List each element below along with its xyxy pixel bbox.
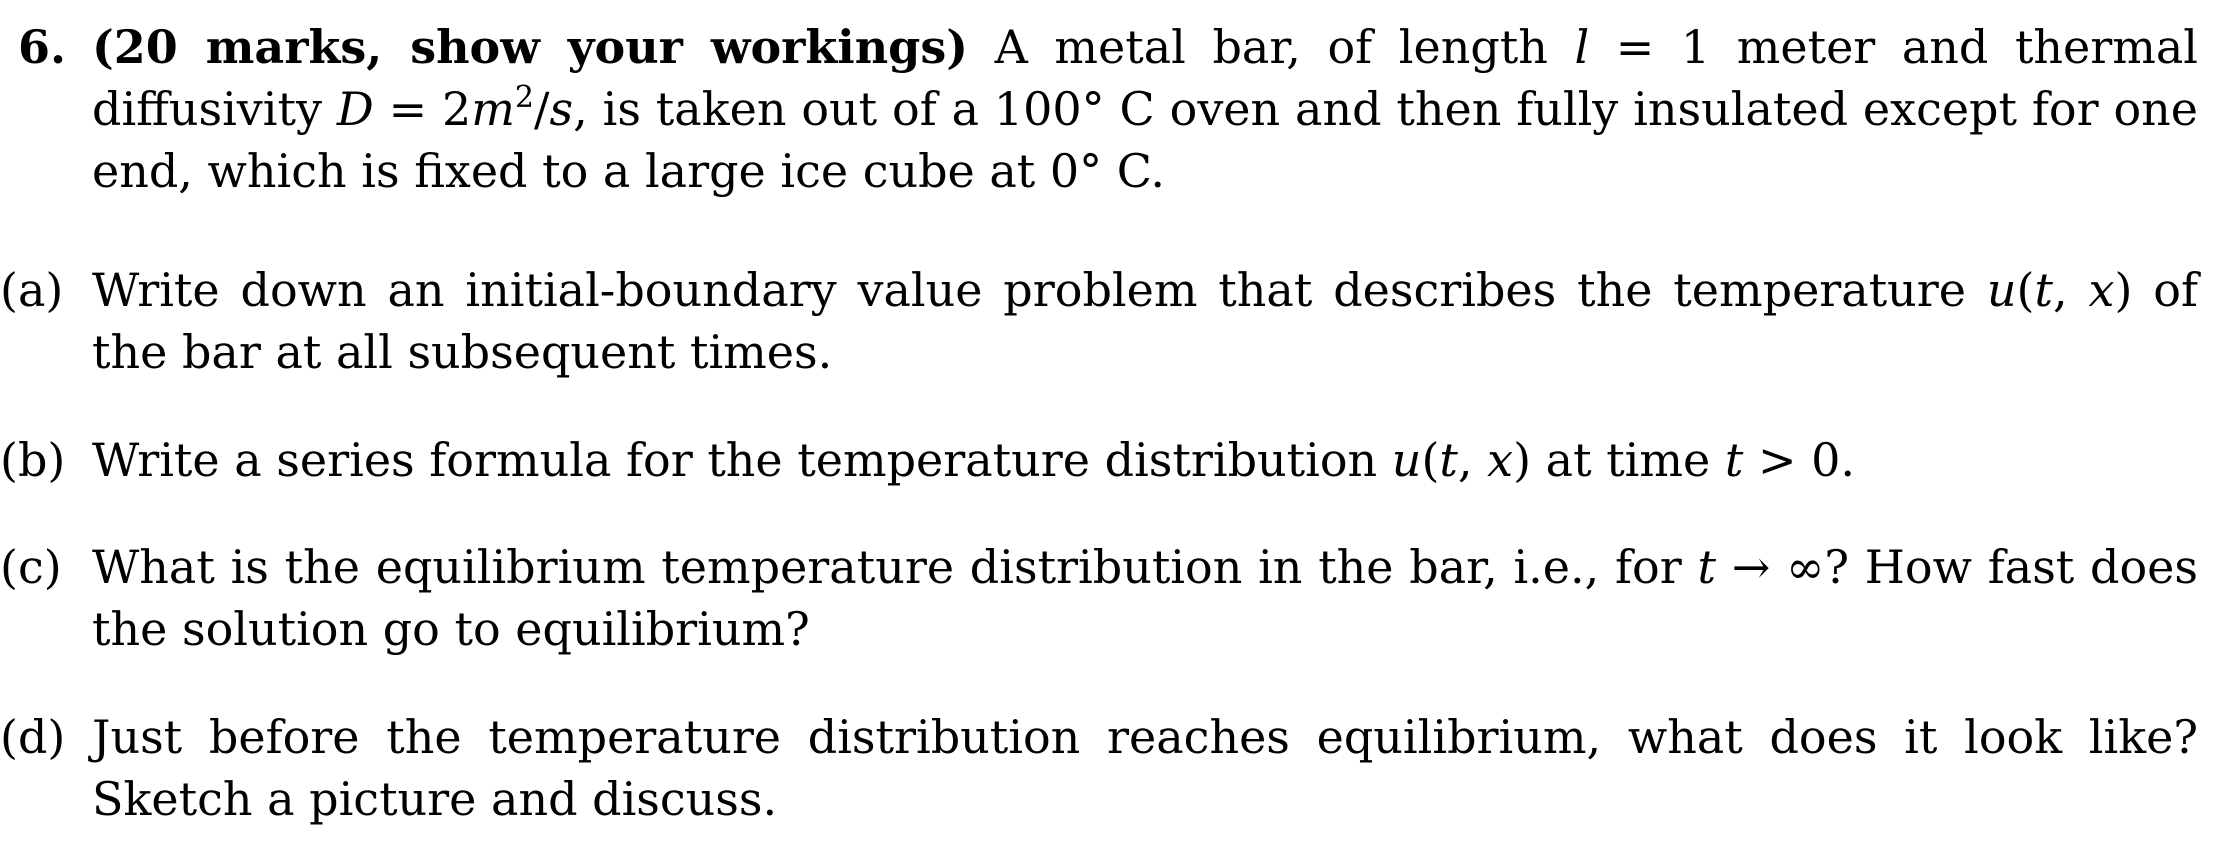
question-text-part: / xyxy=(534,82,550,136)
symbol-x: x xyxy=(2088,263,2115,317)
symbol-D: D xyxy=(336,82,374,136)
superscript-2: 2 xyxy=(514,80,535,115)
part-label: (a) xyxy=(0,263,64,317)
symbol-u: u xyxy=(1986,263,2017,317)
question-text-part: = 1 meter and thermal diffusivity xyxy=(92,20,2199,136)
part-text: ) of the bar at all subsequent times. xyxy=(92,263,2198,379)
part-text: , xyxy=(2053,263,2068,317)
part-label: (b) xyxy=(0,433,66,487)
part-c-text xyxy=(92,536,2198,660)
question-text xyxy=(92,16,2198,202)
part-label: (c) xyxy=(0,540,62,594)
question-number: 6. xyxy=(18,20,67,74)
part-label: (d) xyxy=(0,710,66,764)
part-text: → ∞? How fast does the solution go to equilibrium? xyxy=(92,540,2199,656)
part-text: Just before the temperature distribution reaches equilibrium, what does it look like? Sketch a picture and discuss. xyxy=(92,710,2198,826)
symbol-t: t xyxy=(1724,433,1744,487)
symbol-u: u xyxy=(1391,433,1422,487)
question-text-part: = 2 xyxy=(388,82,472,136)
part-text: ( xyxy=(2016,263,2035,317)
symbol-l: l xyxy=(1574,20,1590,74)
part-d-text xyxy=(92,706,2198,830)
symbol-x: x xyxy=(1487,433,1514,487)
part-text: > 0. xyxy=(1757,433,1856,487)
part-b-text xyxy=(92,429,2198,491)
symbol-t: t xyxy=(2034,263,2053,317)
part-text: , xyxy=(1457,433,1473,487)
part-text: Write down an initial-boundary value problem that describes the temperature xyxy=(92,263,1967,317)
question-text-part: A metal bar, of length xyxy=(994,20,1548,74)
symbol-t: t xyxy=(1697,540,1716,594)
symbol-s: s xyxy=(549,82,574,136)
part-text: ) at time xyxy=(1513,433,1711,487)
symbol-t: t xyxy=(1439,433,1458,487)
question-text-part: , is taken out of a 100° C oven and then fully insulated except for one end, which is fixed to a large ice cube at 0° C. xyxy=(92,82,2198,198)
part-text: Write a series formula for the temperature distribution xyxy=(92,433,1378,487)
part-text: What is the equilibrium temperature distribution in the bar, i.e., for xyxy=(92,540,1682,594)
part-text: ( xyxy=(1421,433,1440,487)
symbol-m: m xyxy=(471,82,515,136)
part-a-text xyxy=(92,259,2198,383)
question-header: (20 marks, show your workings) xyxy=(92,20,969,74)
